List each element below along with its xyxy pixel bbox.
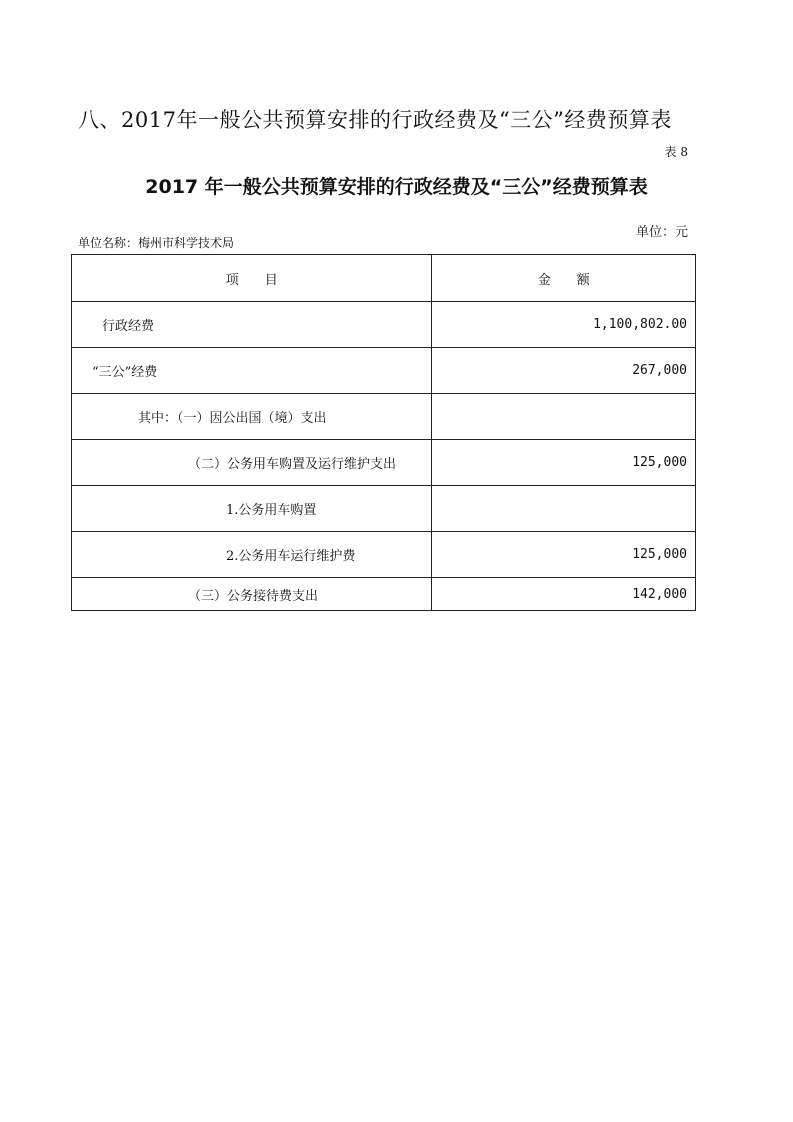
organization-name: 单位名称：梅州市科学技术局 bbox=[78, 236, 235, 250]
row-item: “三公”经费 bbox=[72, 348, 432, 394]
row-amount: 125,000 bbox=[432, 532, 696, 578]
table-header-row bbox=[72, 255, 696, 302]
table-row bbox=[72, 302, 696, 348]
row-amount: 267,000 bbox=[432, 348, 696, 394]
document-title: 2017 年一般公共预算安排的行政经费及“三公”经费预算表 bbox=[145, 176, 648, 198]
row-item: 其中：（一）因公出国（境）支出 bbox=[72, 394, 432, 440]
table-row bbox=[72, 578, 696, 611]
section-title: 八、2017年一般公共预算安排的行政经费及“三公”经费预算表 bbox=[78, 108, 672, 132]
table-row bbox=[72, 486, 696, 532]
header-item: 项 目 bbox=[72, 255, 432, 302]
row-amount: 125,000 bbox=[432, 440, 696, 486]
row-item: （二）公务用车购置及运行维护支出 bbox=[72, 440, 432, 486]
row-amount: 142,000 bbox=[432, 578, 696, 611]
table-row bbox=[72, 348, 696, 394]
table-row bbox=[72, 394, 696, 440]
header-amount: 金 额 bbox=[432, 255, 696, 302]
row-item: 行政经费 bbox=[72, 302, 432, 348]
row-item: 1.公务用车购置 bbox=[72, 486, 432, 532]
row-amount: 1,100,802.00 bbox=[432, 302, 696, 348]
row-item: （三）公务接待费支出 bbox=[72, 578, 432, 611]
row-amount bbox=[432, 394, 696, 440]
table-number: 表 8 bbox=[664, 145, 688, 159]
unit-label: 单位：元 bbox=[635, 225, 688, 240]
row-item: 2.公务用车运行维护费 bbox=[72, 532, 432, 578]
budget-table bbox=[71, 254, 696, 611]
table-row bbox=[72, 440, 696, 486]
table-row bbox=[72, 532, 696, 578]
row-amount bbox=[432, 486, 696, 532]
